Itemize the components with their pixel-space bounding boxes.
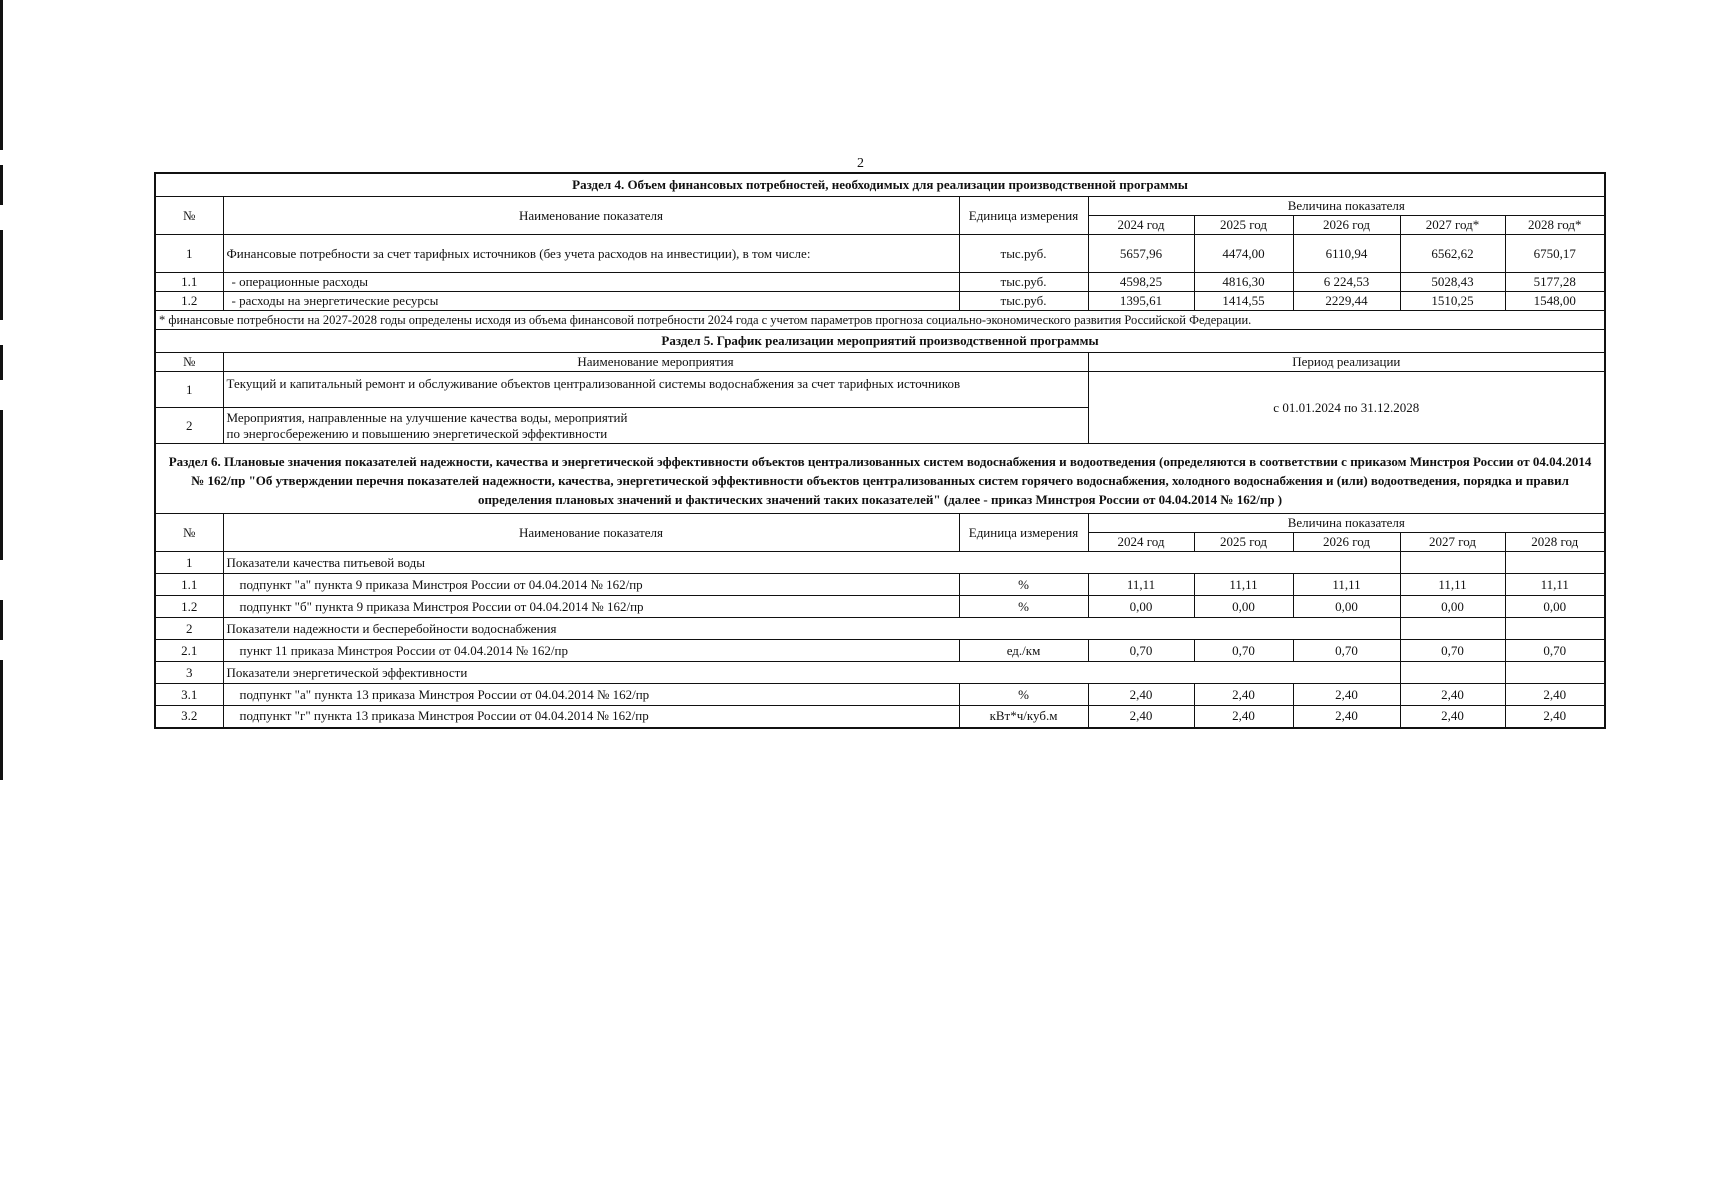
year-header: 2024 год [1088, 216, 1194, 235]
row-unit: тыс.руб. [959, 292, 1088, 311]
row-unit: тыс.руб. [959, 235, 1088, 273]
row-value: 6562,62 [1400, 235, 1505, 273]
row-unit: % [959, 684, 1088, 706]
row-unit: ед./км [959, 640, 1088, 662]
row-value: 0,00 [1400, 596, 1505, 618]
row-value: 5177,28 [1505, 273, 1605, 292]
row-num: 1 [155, 372, 223, 408]
row-value: 0,00 [1194, 596, 1293, 618]
table-row [155, 706, 1605, 728]
row-value: 0,00 [1293, 596, 1400, 618]
section6-title-row [155, 444, 1605, 514]
table-row [155, 684, 1605, 706]
year-header: 2027 год* [1400, 216, 1505, 235]
year-header: 2027 год [1400, 533, 1505, 552]
row-unit: кВт*ч/куб.м [959, 706, 1088, 728]
row-value: 6750,17 [1505, 235, 1605, 273]
empty-cell [1505, 662, 1605, 684]
row-value: 2,40 [1088, 684, 1194, 706]
table-row [155, 574, 1605, 596]
col-header-value: Величина показателя [1088, 514, 1605, 533]
row-num: 2 [155, 618, 223, 640]
row-name: Показатели надежности и бесперебойности водоснабжения [223, 618, 1400, 640]
row-num: 1.2 [155, 596, 223, 618]
group-row [155, 552, 1605, 574]
row-value: 2,40 [1400, 684, 1505, 706]
table-row [155, 596, 1605, 618]
year-header: 2025 год [1194, 533, 1293, 552]
row-unit: % [959, 596, 1088, 618]
row-value: 2,40 [1505, 706, 1605, 728]
row-value: 11,11 [1400, 574, 1505, 596]
document-body [154, 172, 1604, 729]
year-header: 2026 год [1293, 216, 1400, 235]
row-name: подпункт "а" пункта 13 приказа Минстроя России от 04.04.2014 № 162/пр [223, 684, 959, 706]
row-value: 4474,00 [1194, 235, 1293, 273]
year-header: 2028 год [1505, 533, 1605, 552]
section4-footnote-row [155, 311, 1605, 330]
main-table [154, 172, 1606, 729]
row-unit: тыс.руб. [959, 273, 1088, 292]
col-header-value: Величина показателя [1088, 197, 1605, 216]
row-unit: % [959, 574, 1088, 596]
row-num: 2 [155, 408, 223, 444]
row-value: 0,70 [1293, 640, 1400, 662]
section4-title: Раздел 4. Объем финансовых потребностей, необходимых для реализации производственной программы [155, 173, 1605, 197]
row-name: подпункт "а" пункта 9 приказа Минстроя России от 04.04.2014 № 162/пр [223, 574, 959, 596]
row-value: 2,40 [1293, 706, 1400, 728]
empty-cell [1400, 662, 1505, 684]
row-value: 1548,00 [1505, 292, 1605, 311]
row-value: 5028,43 [1400, 273, 1505, 292]
year-header: 2028 год* [1505, 216, 1605, 235]
row-value: 11,11 [1293, 574, 1400, 596]
row-value: 1395,61 [1088, 292, 1194, 311]
row-value: 0,00 [1505, 596, 1605, 618]
row-value: 2,40 [1293, 684, 1400, 706]
row-name: подпункт "б" пункта 9 приказа Минстроя России от 04.04.2014 № 162/пр [223, 596, 959, 618]
col-header-num: № [155, 353, 223, 372]
col-header-num: № [155, 197, 223, 235]
row-name: Показатели энергетической эффективности [223, 662, 1400, 684]
row-value: 2229,44 [1293, 292, 1400, 311]
row-name [223, 408, 1088, 444]
row-name: - расходы на энергетические ресурсы [223, 292, 959, 311]
col-header-unit: Единица измерения [959, 197, 1088, 235]
row-num: 1 [155, 552, 223, 574]
section5-header-row [155, 353, 1605, 372]
col-header-period: Период реализации [1088, 353, 1605, 372]
row-value: 4816,30 [1194, 273, 1293, 292]
row-value: 0,70 [1194, 640, 1293, 662]
table-row [155, 235, 1605, 273]
row-value: 4598,25 [1088, 273, 1194, 292]
row-num: 1.2 [155, 292, 223, 311]
col-header-activity: Наименование мероприятия [223, 353, 1088, 372]
col-header-num: № [155, 514, 223, 552]
section5-title: Раздел 5. График реализации мероприятий производственной программы [155, 330, 1605, 353]
row-value: 1414,55 [1194, 292, 1293, 311]
year-header: 2026 год [1293, 533, 1400, 552]
row-value: 11,11 [1505, 574, 1605, 596]
empty-cell [1505, 552, 1605, 574]
section4-title-row [155, 173, 1605, 197]
table-row [155, 292, 1605, 311]
empty-cell [1400, 618, 1505, 640]
row-value: 6 224,53 [1293, 273, 1400, 292]
row-num: 1 [155, 235, 223, 273]
row-value: 0,70 [1505, 640, 1605, 662]
section4-header-row [155, 197, 1605, 216]
row-name-line: Мероприятия, направленные на улучшение качества воды, мероприятий [226, 409, 628, 425]
row-value: 2,40 [1194, 706, 1293, 728]
empty-cell [1400, 552, 1505, 574]
row-value: 2,40 [1505, 684, 1605, 706]
table-row [155, 640, 1605, 662]
col-header-name: Наименование показателя [223, 514, 959, 552]
empty-cell [1505, 618, 1605, 640]
col-header-unit: Единица измерения [959, 514, 1088, 552]
row-value: 1510,25 [1400, 292, 1505, 311]
scan-edge [0, 0, 3, 1200]
row-value: 0,70 [1088, 640, 1194, 662]
row-num: 1.1 [155, 273, 223, 292]
row-value: 0,00 [1088, 596, 1194, 618]
year-header: 2024 год [1088, 533, 1194, 552]
page-number: 2 [857, 156, 864, 171]
section6-header-row [155, 514, 1605, 533]
row-name: пункт 11 приказа Минстроя России от 04.04.2014 № 162/пр [223, 640, 959, 662]
row-num: 2.1 [155, 640, 223, 662]
row-name: подпункт "г" пункта 13 приказа Минстроя России от 04.04.2014 № 162/пр [223, 706, 959, 728]
col-header-name: Наименование показателя [223, 197, 959, 235]
row-num: 3.1 [155, 684, 223, 706]
row-value: 2,40 [1400, 706, 1505, 728]
row-value: 5657,96 [1088, 235, 1194, 273]
table-row [155, 372, 1605, 408]
row-num: 3 [155, 662, 223, 684]
section5-title-row [155, 330, 1605, 353]
year-header: 2025 год [1194, 216, 1293, 235]
row-name: Текущий и капитальный ремонт и обслуживание объектов централизованной системы водоснабжения за счет тарифных источников [223, 372, 1088, 408]
row-num: 1.1 [155, 574, 223, 596]
row-value: 6110,94 [1293, 235, 1400, 273]
row-num: 3.2 [155, 706, 223, 728]
row-value: 0,70 [1400, 640, 1505, 662]
row-value: 11,11 [1194, 574, 1293, 596]
section6-title: Раздел 6. Плановые значения показателей надежности, качества и энергетической эффективности объектов централизованных систем водоснабжения и водоотведения (определяются в соответствии с приказом Минстроя России от 04.04.2014 № 162/пр "Об утверждении перечня показателей надежности, качества, энергетической эффективности объектов централизованных систем горячего водоснабжения, холодного водоснабжения и (или) водоотведения, порядка и правил определения плановых значений и фактических значений таких показателей" (далее - приказ Минстроя России от 04.04.2014 № 162/пр ) [155, 444, 1605, 514]
row-name: Финансовые потребности за счет тарифных источников (без учета расходов на инвестиции), в том числе: [223, 235, 959, 273]
group-row [155, 618, 1605, 640]
row-value: 2,40 [1194, 684, 1293, 706]
group-row [155, 662, 1605, 684]
row-value: 2,40 [1088, 706, 1194, 728]
footnote: * финансовые потребности на 2027-2028 годы определены исходя из объема финансовой потребности 2024 года с учетом параметров прогноза социально-экономического развития Российской Федерации. [155, 311, 1605, 330]
row-value: 11,11 [1088, 574, 1194, 596]
row-name: - операционные расходы [223, 273, 959, 292]
row-name-line: по энергосбережению и повышению энергетической эффективности [226, 425, 608, 441]
period-cell: с 01.01.2024 по 31.12.2028 [1088, 372, 1605, 444]
row-name: Показатели качества питьевой воды [223, 552, 1400, 574]
table-row [155, 273, 1605, 292]
